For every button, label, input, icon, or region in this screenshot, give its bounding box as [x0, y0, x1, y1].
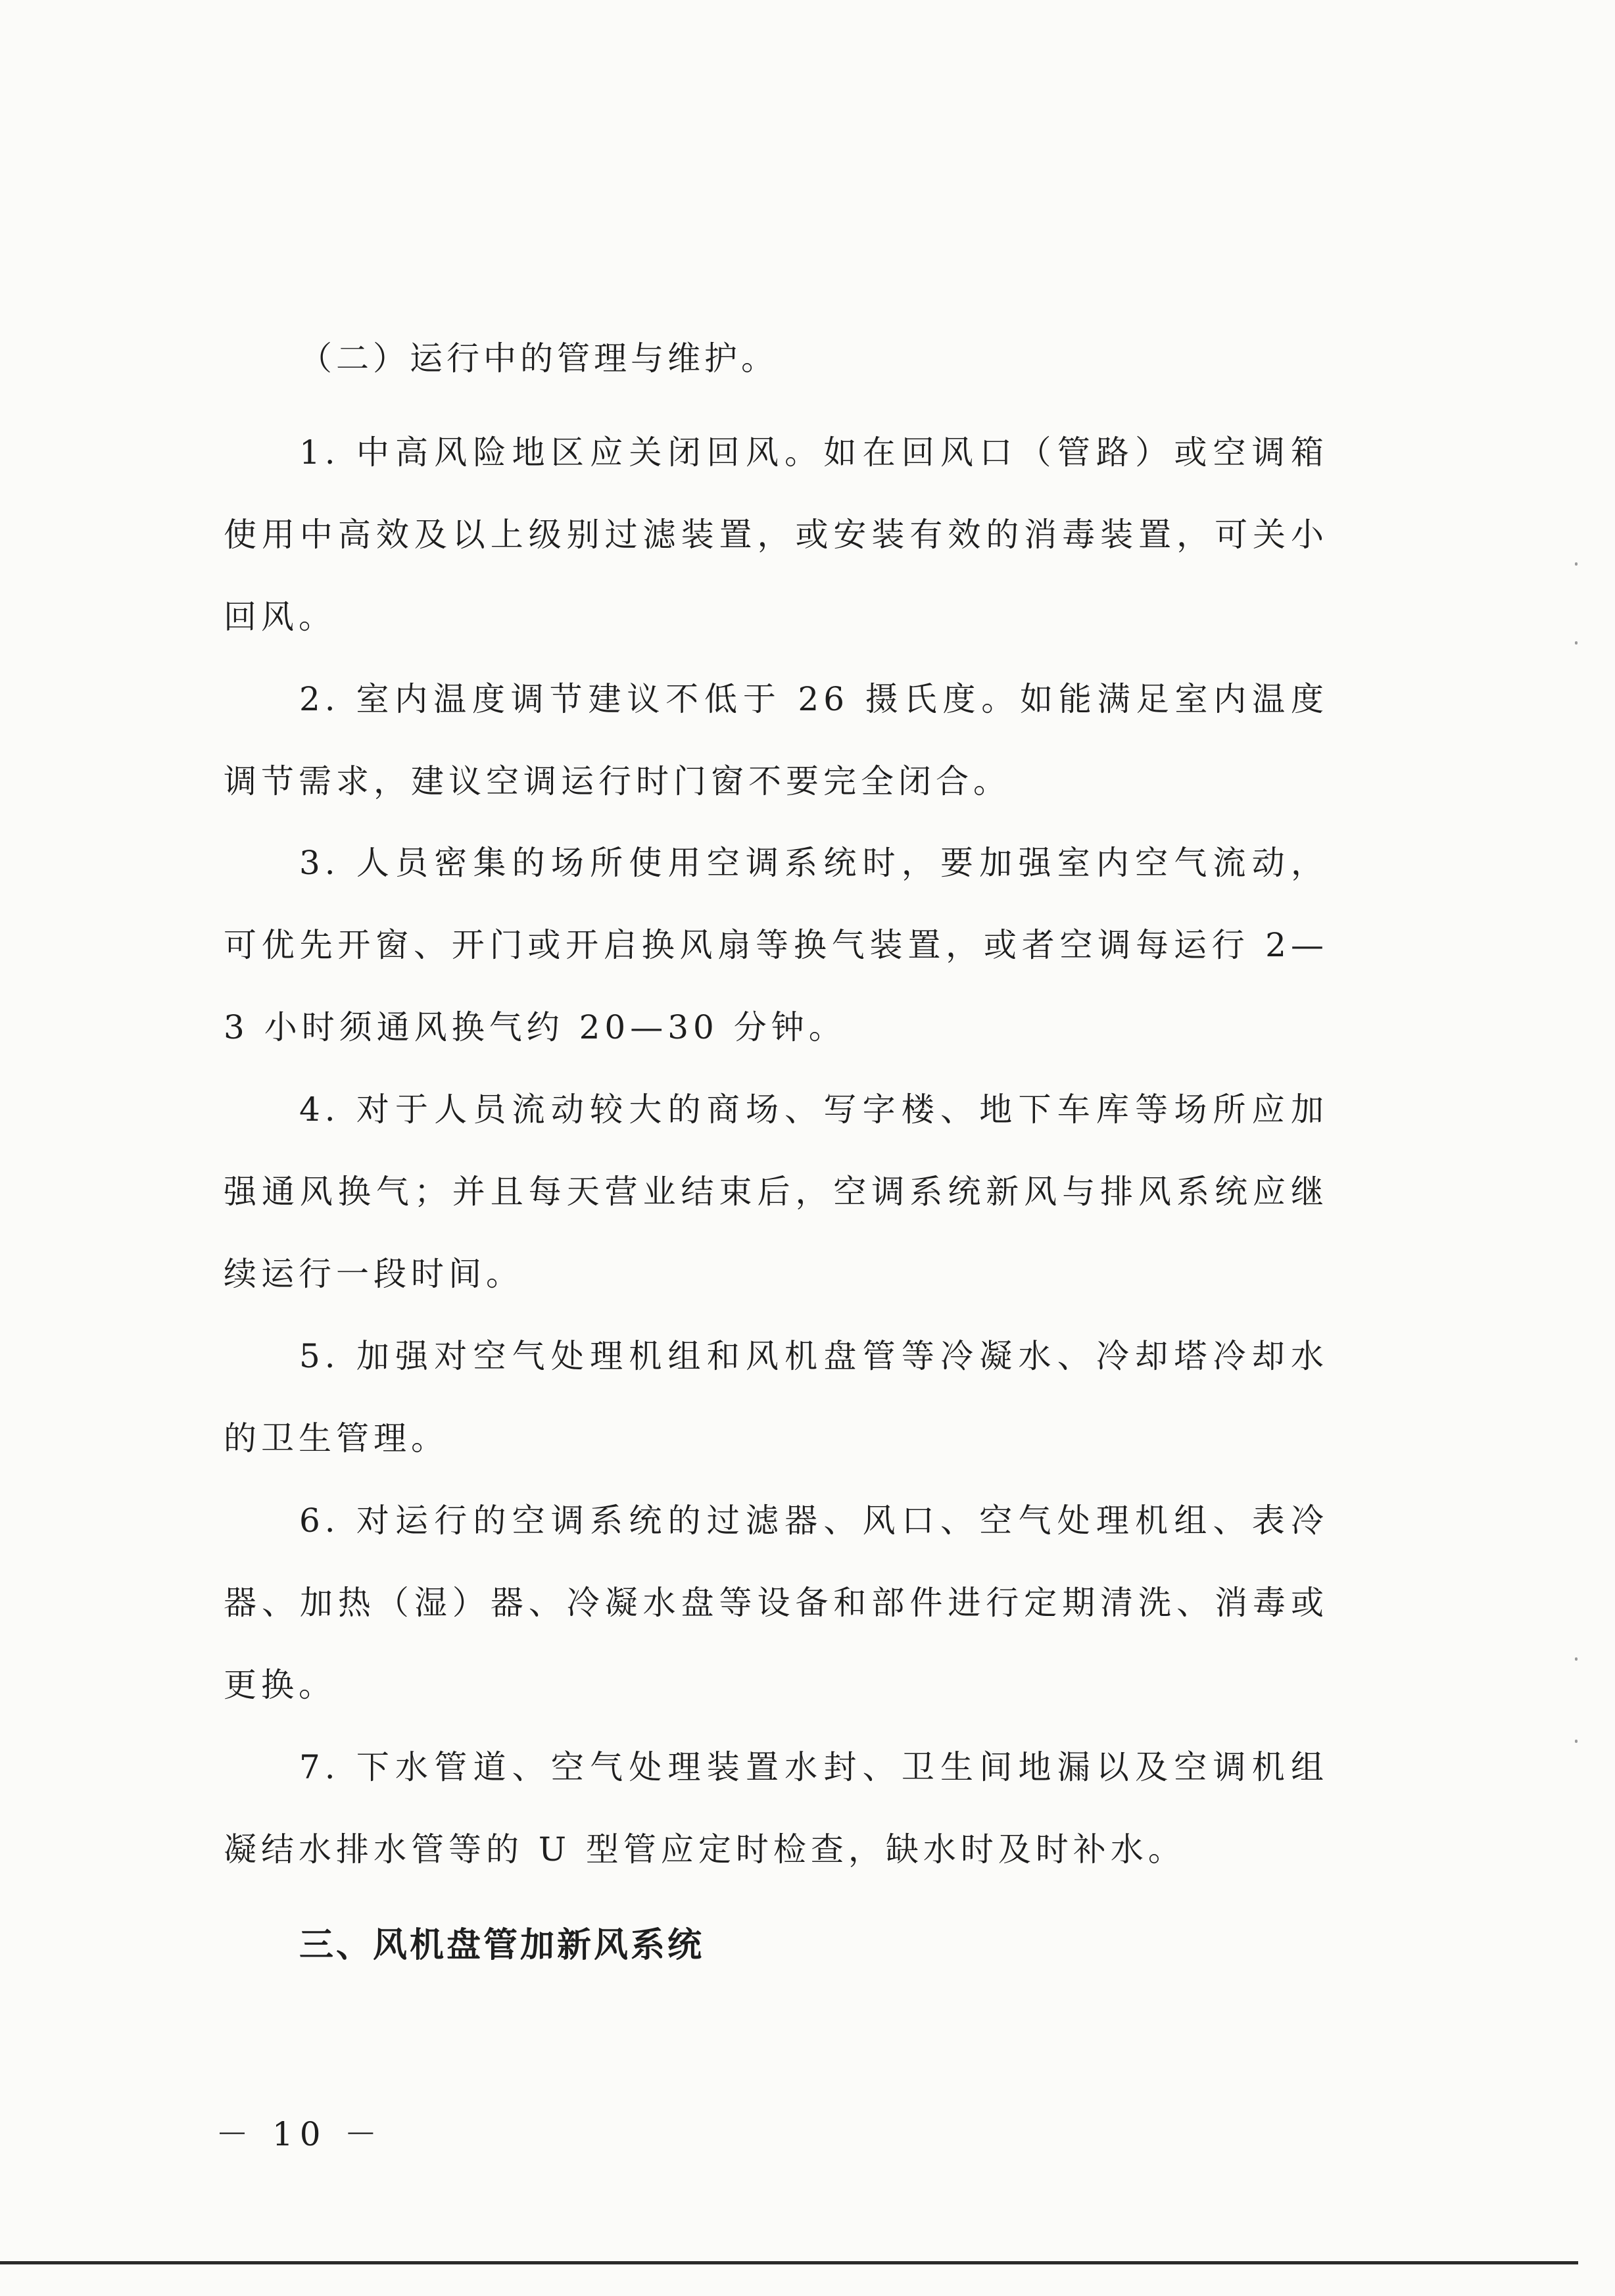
page-number: － 10 －: [216, 2115, 384, 2153]
list-item-5: 5. 加强对空气处理机组和风机盘管等冷凝水、冷却塔冷却水的卫生管理。: [224, 1337, 1328, 1457]
bottom-rule: [0, 2261, 1578, 2264]
section-heading: （二）运行中的管理与维护。: [299, 339, 778, 378]
next-section-heading: 三、风机盘管加新风系统: [299, 1926, 705, 1965]
list-item-2: 2. 室内温度调节建议不低于 26 摄氏度。如能满足室内温度调节需求，建议空调运行时门窗不要完全闭合。: [224, 680, 1328, 800]
list-item-4: 4. 对于人员流动较大的商场、写字楼、地下车库等场所应加强通风换气；并且每天营业结束后，空调系统新风与排风系统应继续运行一段时间。: [224, 1090, 1328, 1293]
list-item-3: 3. 人员密集的场所使用空调系统时，要加强室内空气流动，可优先开窗、开门或开启换风扇等换气装置，或者空调每运行 2—3 小时须通风换气约 20—30 分钟。: [224, 844, 1328, 1046]
list-item-7: 7. 下水管道、空气处理装置水封、卫生间地漏以及空调机组凝结水排水管等的 U 型管应定时检查，缺水时及时补水。: [224, 1748, 1328, 1869]
list-item-6: 6. 对运行的空调系统的过滤器、风口、空气处理机组、表冷器、加热（湿）器、冷凝水盘等设备和部件进行定期清洗、消毒或更换。: [224, 1502, 1328, 1704]
list-item-1: 1. 中高风险地区应关闭回风。如在回风口（管路）或空调箱使用中高效及以上级别过滤装置，或安装有效的消毒装置，可关小回风。: [224, 433, 1328, 636]
